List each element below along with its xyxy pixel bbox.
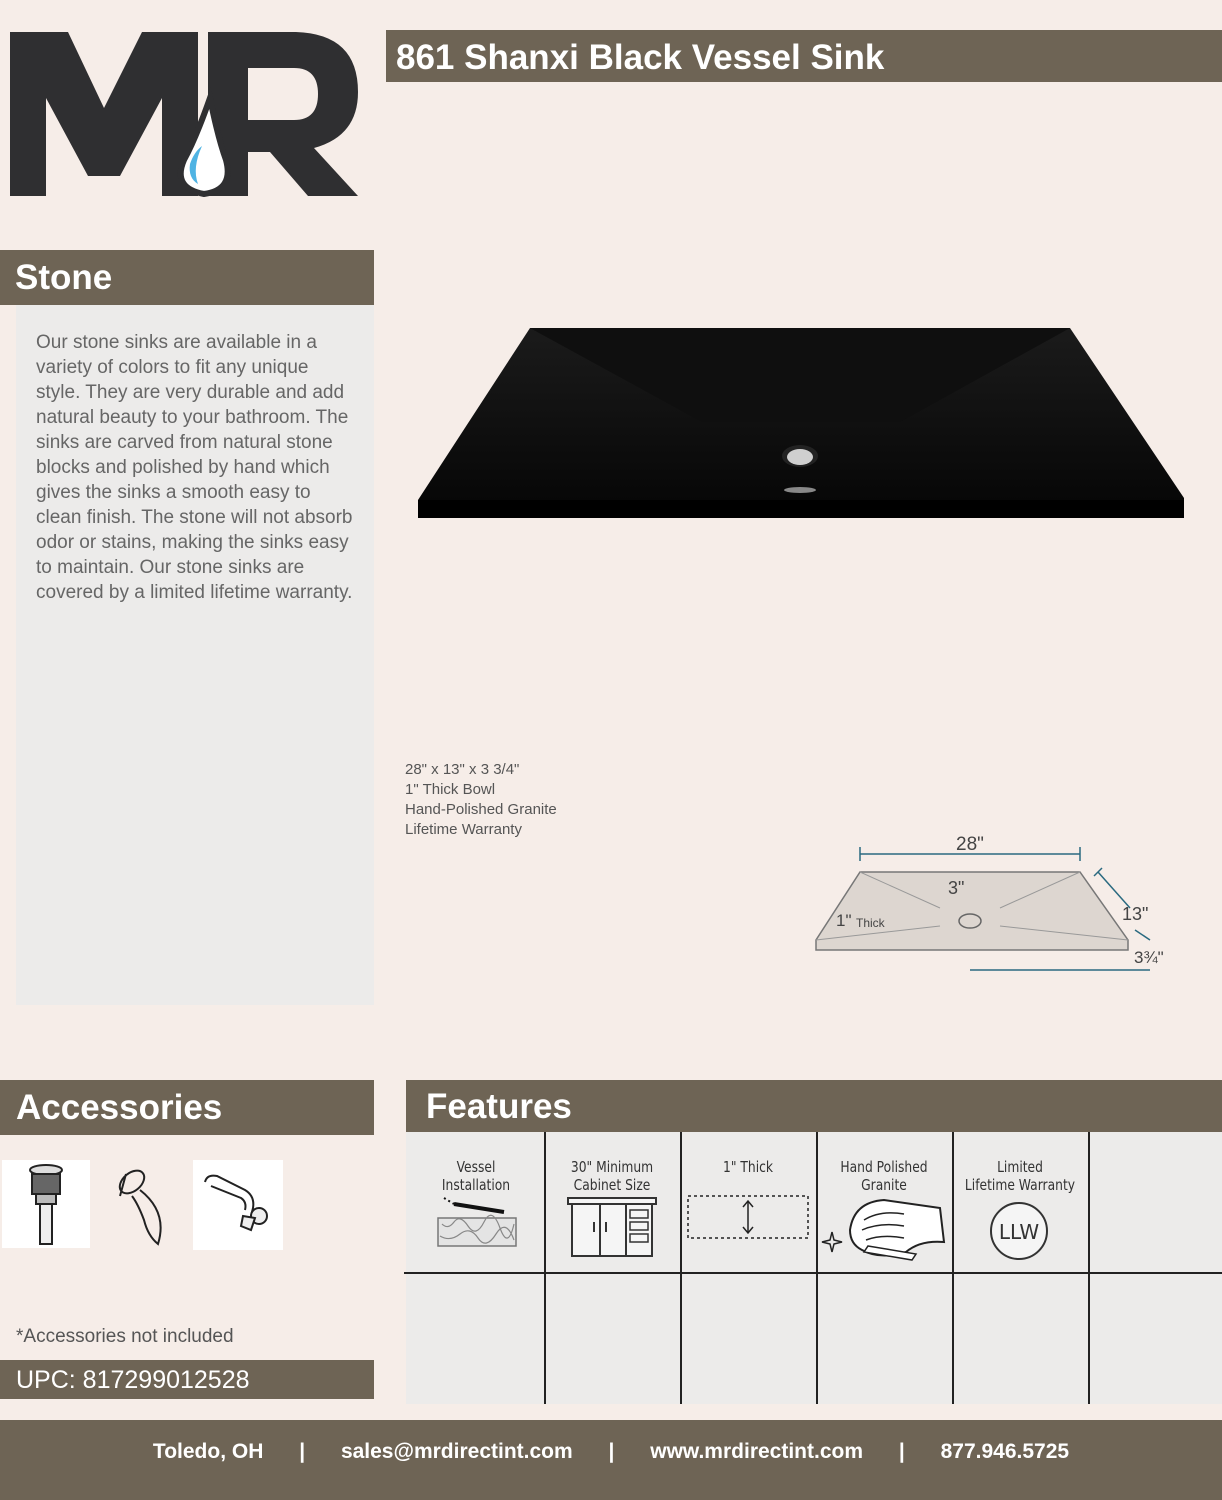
footer-website-link[interactable]: www.mrdirectint.com [650,1440,864,1463]
spec-item: Hand-Polished Granite [405,801,557,818]
footer-email-link[interactable]: sales@mrdirectint.com [340,1440,573,1463]
cabinet-icon [564,1190,660,1262]
pop-up-drain-image [2,1160,90,1248]
spec-item: 1" Thick Bowl [405,781,496,798]
features-heading: Features [406,1080,1222,1132]
vessel-installation-icon [434,1190,518,1250]
spec-item: 28" x 13" x 3 3/4" [405,761,520,778]
feature-hand-polished: Hand Polished Granite [840,1158,928,1194]
product-title: 861 Shanxi Black Vessel Sink [386,30,1222,82]
spec-list [405,760,557,840]
footer-city: Toledo, OH [152,1440,264,1463]
accessories-note: *Accessories not included [16,1326,234,1347]
hand-polishing-icon [820,1190,948,1262]
mr-logo [8,28,360,198]
llw-text: LLW [998,1220,1040,1244]
footer-separator: | [608,1440,615,1463]
dim-depth: 13" [1122,904,1149,924]
feature-warranty: Limited Lifetime Warranty [964,1158,1076,1194]
upc-code: UPC: 817299012528 [0,1360,374,1399]
warranty-icon [988,1200,1050,1262]
footer-separator: | [898,1440,905,1463]
stone-description: Our stone sinks are available in a variety of colors to fit any unique style. They are very durable and add natural beauty to your bathroom. The sinks are carved from natural stone blocks and polished by hand which gives the sinks a smooth easy to clean finish. The stone will not absorb odor or stains, making the sinks easy to maintain. Our stone sinks are covered by a limited lifetime warranty. [36,332,353,603]
feature-minimum-cabinet: 30" Minimum Cabinet Size [570,1158,654,1194]
sink-photo [412,322,1190,532]
dim-height: 3¾" [1134,948,1164,967]
thickness-icon [686,1190,810,1242]
feature-thick: 1" Thick [722,1158,773,1176]
dim-width: 28" [956,834,984,855]
footer-separator: | [299,1440,306,1463]
accessories-heading: Accessories [0,1080,374,1135]
spec-item: Lifetime Warranty [405,821,522,838]
stone-heading: Stone [0,250,374,305]
features-grid [406,1132,1222,1404]
stone-panel [16,305,374,1005]
footer-phone: 877.946.5725 [940,1440,1070,1463]
dim-drain: 3" [948,878,965,898]
waterfall-faucet-image [98,1160,186,1248]
dimension-diagram [810,828,1190,978]
wall-faucet-image [193,1160,283,1250]
dim-thick-word: Thick [856,916,885,930]
footer [0,1420,1222,1500]
dim-thick-value: 1" [836,911,852,930]
feature-vessel-installation: Vessel Installation [441,1158,511,1194]
